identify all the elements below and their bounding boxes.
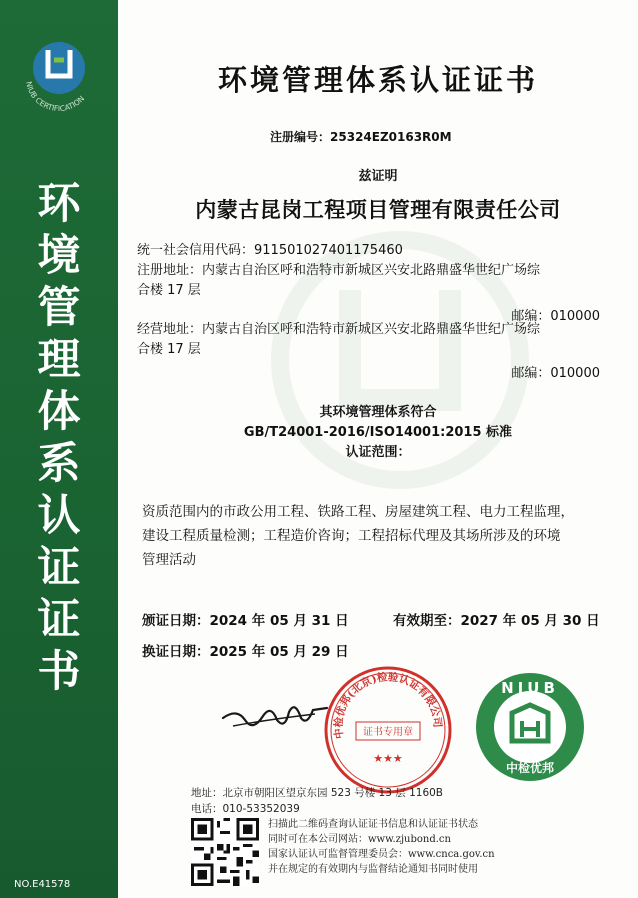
qr-line: 同时可在本公司网站：www.zjubond.cn (268, 834, 451, 845)
certification-scope (142, 500, 612, 572)
valid-until (393, 609, 600, 629)
business-postal-code: 邮编：010000 (511, 366, 600, 381)
vertical-char: 证 (37, 595, 81, 645)
company-name: 内蒙古昆岗工程项目管理有限责任公司 (195, 197, 561, 222)
renewal-date (142, 640, 349, 660)
niub-certification-logo (14, 28, 104, 118)
vertical-char: 系 (37, 439, 81, 489)
qr-line: 国家认证认可监督管理委员会：www.cnca.gov.cn (268, 849, 495, 860)
renewal-date-value: 2025 年 05 月 29 日 (209, 644, 349, 660)
renewal-date-label: 换证日期： (142, 644, 210, 660)
left-green-band (0, 0, 118, 898)
scope-line: 资质范围内的市政公用工程、铁路工程、房屋建筑工程、电力工程监理， (142, 504, 574, 520)
credit-code-value: 911501027401175460 (254, 243, 403, 258)
niub-mark (474, 671, 586, 783)
certificate-serial-number: NO.E41578 (14, 879, 71, 890)
niub-bottom-text: 中检优邦 (505, 761, 555, 775)
registered-address-label: 注册地址： (137, 263, 203, 278)
certificate-title: 环境管理体系认证证书 (217, 63, 538, 97)
scope-line: 管理活动 (142, 552, 196, 568)
valid-until-value: 2027 年 05 月 30 日 (460, 613, 600, 629)
registration-value: 25324EZ0163R0M (330, 130, 452, 144)
vertical-char: 证 (37, 543, 81, 593)
seal-ring-text: 中检优邦(北京)检验认证有限公司 (332, 671, 444, 740)
vertical-title (20, 178, 98, 698)
niub-top-text: NIUB (501, 679, 559, 697)
footer-phone: 电话：010-53352039 (191, 803, 300, 815)
valid-until-label: 有效期至： (393, 613, 461, 629)
vertical-char: 书 (37, 647, 81, 697)
registration-label: 注册编号： (270, 130, 331, 144)
issue-date-value: 2024 年 05 月 31 日 (209, 613, 349, 629)
credit-code (137, 241, 607, 261)
vertical-char: 管 (37, 283, 81, 333)
conformity-standard: GB/T24001-2016/ISO14001:2015 标准 (243, 425, 513, 440)
company-seal (322, 664, 454, 796)
qr-line: 并在规定的有效期内与监督结论通知书同时使用 (268, 864, 478, 875)
vertical-char: 体 (37, 387, 81, 437)
vertical-char: 理 (37, 335, 81, 385)
scope-line: 建设工程质量检测；工程造价咨询；工程招标代理及其场所涉及的环境 (142, 528, 561, 544)
qr-instructions (268, 817, 495, 877)
seal-stars: ★★★ (373, 752, 403, 765)
handwritten-signature (215, 690, 335, 740)
registered-postal-code: 邮编：010000 (511, 309, 600, 324)
business-address-label: 经营地址： (137, 322, 203, 337)
scope-label: 认证范围： (345, 445, 411, 460)
business-address-line2: 合楼 17 层 (137, 342, 201, 357)
registered-address (137, 261, 607, 301)
business-address (137, 320, 607, 360)
qr-line: 扫描此二维码查询认证证书信息和认证证书状态 (268, 819, 478, 830)
business-address-line1: 内蒙古自治区呼和浩特市新城区兴安北路鼎盛华世纪广场综 (202, 322, 541, 337)
credit-code-label: 统一社会信用代码： (137, 243, 255, 258)
footer-address: 地址：北京市朝阳区望京东园 523 号楼 13 层 1160B (191, 787, 444, 799)
qr-code (191, 818, 259, 886)
vertical-char: 环 (37, 179, 81, 229)
registered-address-line2: 合楼 17 层 (137, 283, 201, 298)
vertical-char: 境 (37, 231, 81, 281)
vertical-char: 认 (37, 491, 81, 541)
logo-ring-text: NIUB CERTIFICATION (24, 80, 87, 114)
registration-number (270, 128, 452, 145)
seal-center-text: 证书专用章 (363, 727, 413, 738)
issue-date (142, 609, 349, 629)
certify-label: 兹证明 (358, 169, 398, 184)
issue-date-label: 颁证日期： (142, 613, 210, 629)
conformity-line1: 其环境管理体系符合 (319, 405, 437, 420)
registered-address-line1: 内蒙古自治区呼和浩特市新城区兴安北路鼎盛华世纪广场综 (202, 263, 541, 278)
